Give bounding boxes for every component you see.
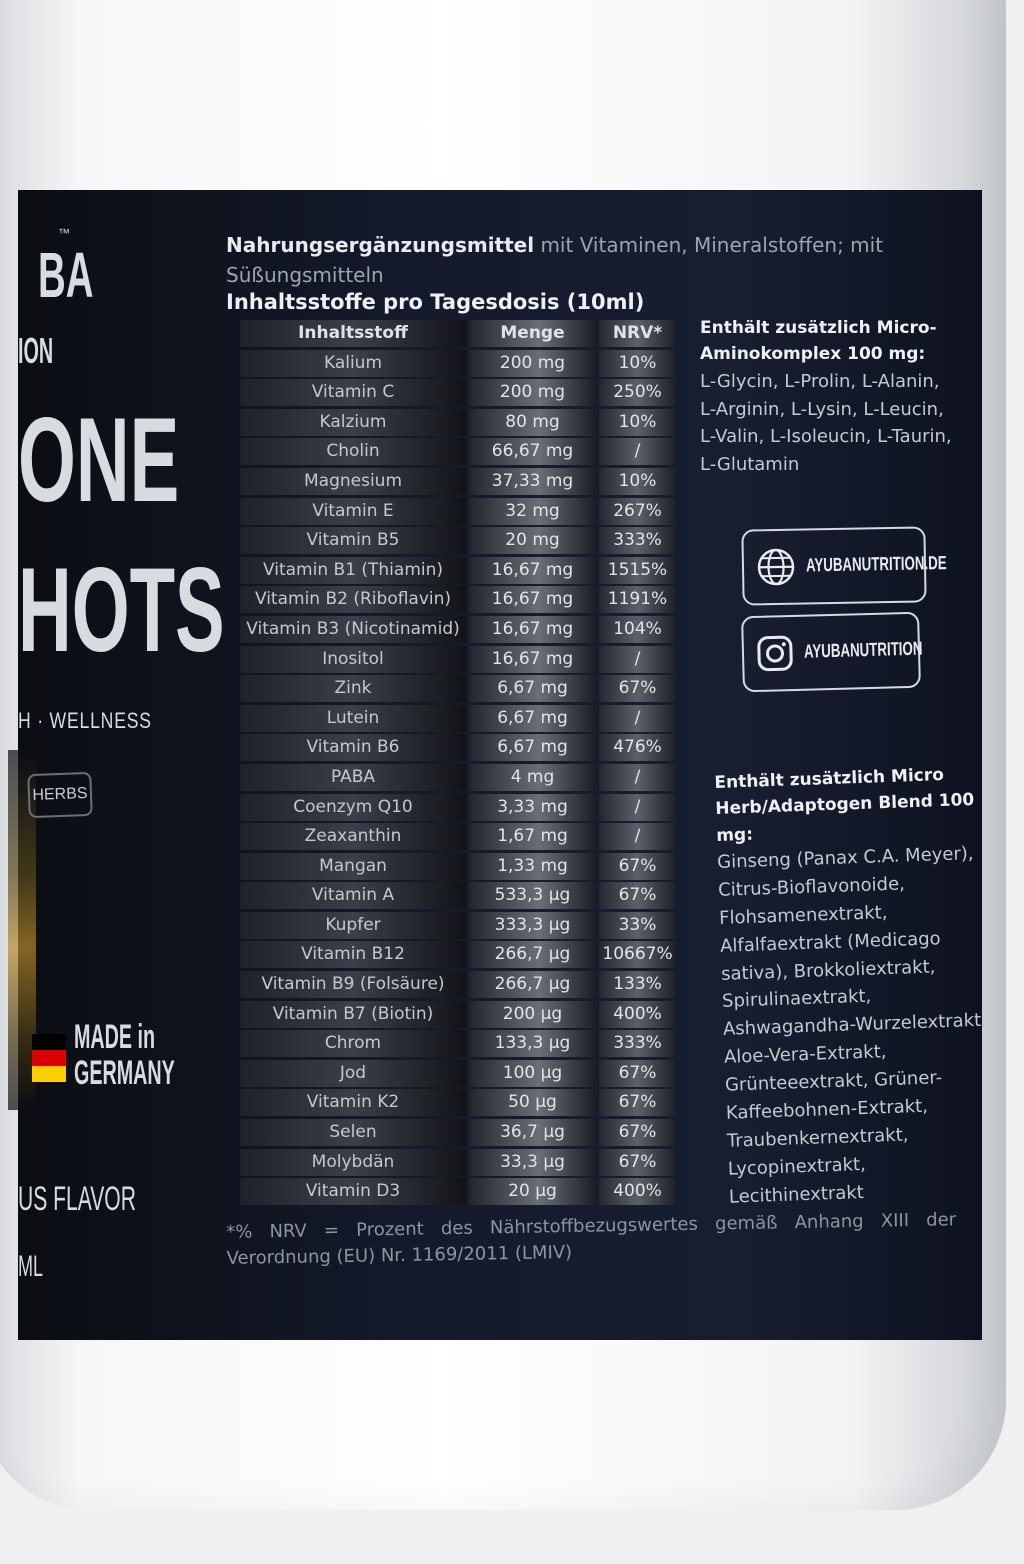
table-row bbox=[240, 350, 676, 380]
table-row bbox=[240, 1001, 676, 1031]
cell-nrv: 67% bbox=[599, 1119, 676, 1146]
website-badge bbox=[741, 526, 947, 605]
cell-amount: 33,3 µg bbox=[469, 1149, 596, 1176]
table-row bbox=[240, 409, 676, 439]
cell-amount: 200 µg bbox=[469, 1001, 596, 1028]
table-row bbox=[240, 1178, 676, 1208]
cell-nrv: 133% bbox=[599, 971, 676, 998]
table-row bbox=[240, 794, 676, 824]
cell-amount: 37,33 mg bbox=[469, 468, 596, 495]
cell-amount: 16,67 mg bbox=[469, 616, 596, 643]
cell-nrv: 250% bbox=[599, 379, 676, 406]
nrv-footnote: *% NRV = Prozent des Nährstoffbezugswertes gemäß Anhang XIII der Verordnung (EU) Nr. 1169/2011 (LMIV) bbox=[226, 1209, 957, 1270]
cell-ingredient: Kupfer bbox=[240, 912, 466, 939]
cell-ingredient: PABA bbox=[240, 764, 466, 791]
made-in-text: MADE in bbox=[74, 1018, 156, 1056]
product-label bbox=[18, 190, 988, 1340]
cell-amount: 4 mg bbox=[469, 764, 596, 791]
cell-amount: 133,3 µg bbox=[469, 1030, 596, 1057]
cell-nrv: 10667% bbox=[599, 941, 676, 968]
instagram-icon bbox=[756, 634, 795, 673]
cell-nrv: 333% bbox=[599, 527, 676, 554]
made-in-germany bbox=[74, 1020, 175, 1091]
cell-ingredient: Zeaxanthin bbox=[240, 823, 466, 850]
cell-ingredient: Vitamin B1 (Thiamin) bbox=[240, 557, 466, 584]
herbs-badge: HERBS bbox=[27, 772, 92, 818]
table-row bbox=[240, 438, 676, 468]
cell-ingredient: Magnesium bbox=[240, 468, 466, 495]
cell-amount: 3,33 mg bbox=[469, 794, 596, 821]
cell-ingredient: Molybdän bbox=[240, 1149, 466, 1176]
cell-ingredient: Kalium bbox=[240, 350, 466, 377]
cell-nrv: / bbox=[599, 438, 676, 465]
cell-amount: 200 mg bbox=[469, 350, 596, 377]
cell-ingredient: Vitamin B9 (Folsäure) bbox=[240, 971, 466, 998]
table-header-row bbox=[240, 320, 676, 350]
cell-amount: 20 µg bbox=[469, 1178, 596, 1205]
cell-nrv: 400% bbox=[599, 1178, 676, 1205]
table-row bbox=[240, 734, 676, 764]
table-row bbox=[240, 764, 676, 794]
table-row bbox=[240, 971, 676, 1001]
table-row bbox=[240, 527, 676, 557]
flavor-text: US FLAVOR bbox=[18, 1180, 136, 1218]
table-row bbox=[240, 882, 676, 912]
table-row bbox=[240, 1030, 676, 1060]
product-name-line1: ONE bbox=[18, 393, 180, 527]
cell-amount: 1,33 mg bbox=[469, 853, 596, 880]
description-rest: mit Vitaminen, Mineralstoffen; mit Süßungsmitteln bbox=[226, 233, 884, 287]
amino-complex-info bbox=[700, 315, 960, 479]
instagram-badge bbox=[741, 612, 921, 693]
flag-stripe-black bbox=[32, 1034, 66, 1050]
cell-nrv: 333% bbox=[599, 1030, 676, 1057]
table-row bbox=[240, 646, 676, 676]
table-row bbox=[240, 675, 676, 705]
table-row bbox=[240, 853, 676, 883]
cell-amount: 66,67 mg bbox=[469, 438, 596, 465]
cell-ingredient: Vitamin K2 bbox=[240, 1089, 466, 1116]
cell-amount: 6,67 mg bbox=[469, 734, 596, 761]
description-bold: Nahrungsergänzungsmittel bbox=[226, 233, 535, 257]
cell-ingredient: Vitamin E bbox=[240, 498, 466, 525]
german-flag-icon bbox=[32, 1034, 66, 1082]
cell-nrv: 1515% bbox=[599, 557, 676, 584]
dose-title: Inhaltsstoffe pro Tagesdosis (10ml) bbox=[226, 290, 645, 314]
cell-nrv: / bbox=[599, 646, 676, 673]
cell-nrv: 67% bbox=[599, 1149, 676, 1176]
table-row bbox=[240, 498, 676, 528]
cell-ingredient: Jod bbox=[240, 1060, 466, 1087]
cell-amount: 16,67 mg bbox=[469, 586, 596, 613]
cell-ingredient: Chrom bbox=[240, 1030, 466, 1057]
table-row bbox=[240, 823, 676, 853]
cell-ingredient: Vitamin B7 (Biotin) bbox=[240, 1001, 466, 1028]
cell-nrv: 67% bbox=[599, 675, 676, 702]
flag-stripe-gold bbox=[32, 1066, 66, 1082]
trademark-sign: ™ bbox=[58, 226, 70, 240]
cell-ingredient: Vitamin B6 bbox=[240, 734, 466, 761]
cell-amount: 16,67 mg bbox=[469, 646, 596, 673]
cell-nrv: 400% bbox=[599, 1001, 676, 1028]
table-row bbox=[240, 1149, 676, 1179]
cell-nrv: 267% bbox=[599, 498, 676, 525]
product-description bbox=[226, 230, 946, 290]
cell-amount: 1,67 mg bbox=[469, 823, 596, 850]
nutrition-table bbox=[240, 320, 676, 1208]
cell-amount: 16,67 mg bbox=[469, 557, 596, 584]
cell-amount: 333,3 µg bbox=[469, 912, 596, 939]
table-row bbox=[240, 705, 676, 735]
herb-text: Ginseng (Panax C.A. Meyer), Citrus-Bioflavonoide, Flohsamenextrakt, Alfalfaextrakt (Medicago sativa), Brokkoliextrakt, Spirulinaextrakt, Ashwagandha-Wurzelextrakt, Aloe-Vera-Extrakt, Grünteeextrakt, Grüner-Kaffeebohnen-Extrakt, Traubenkernextrakt, Lycopinextrakt, Lecithinextrakt bbox=[716, 843, 988, 1208]
cell-ingredient: Kalzium bbox=[240, 409, 466, 436]
cell-ingredient: Selen bbox=[240, 1119, 466, 1146]
cell-nrv: 33% bbox=[599, 912, 676, 939]
cell-amount: 200 mg bbox=[469, 379, 596, 406]
cell-ingredient: Coenzym Q10 bbox=[240, 794, 466, 821]
cell-ingredient: Vitamin D3 bbox=[240, 1178, 466, 1205]
germany-text: GERMANY bbox=[74, 1053, 175, 1092]
cell-nrv: / bbox=[599, 823, 676, 850]
table-row bbox=[240, 941, 676, 971]
cell-nrv: 10% bbox=[599, 468, 676, 495]
cell-ingredient: Mangan bbox=[240, 853, 466, 880]
table-row bbox=[240, 468, 676, 498]
cell-nrv: 67% bbox=[599, 1089, 676, 1116]
cell-nrv: / bbox=[599, 794, 676, 821]
cell-nrv: 476% bbox=[599, 734, 676, 761]
cell-amount: 100 µg bbox=[469, 1060, 596, 1087]
cell-amount: 20 mg bbox=[469, 527, 596, 554]
instagram-text: AYUBANUTRITION bbox=[803, 638, 923, 663]
table-row bbox=[240, 379, 676, 409]
amino-text: L-Glycin, L-Prolin, L-Alanin, L-Arginin, L-Lysin, L-Leucin, L-Valin, L-Isoleucin, L-Taurin, L-Glutamin bbox=[700, 370, 952, 476]
cell-nrv: 104% bbox=[599, 616, 676, 643]
cell-ingredient: Vitamin C bbox=[240, 379, 466, 406]
cell-nrv: 67% bbox=[599, 882, 676, 909]
table-row bbox=[240, 557, 676, 587]
herb-title: Enthält zusätzlich Micro Herb/Adaptogen Blend 100 mg: bbox=[714, 764, 975, 846]
cell-ingredient: Vitamin A bbox=[240, 882, 466, 909]
table-row bbox=[240, 616, 676, 646]
table-row bbox=[240, 1119, 676, 1149]
website-text: AYUBANUTRITION.DE bbox=[805, 553, 947, 577]
cell-amount: 6,67 mg bbox=[469, 675, 596, 702]
cell-amount: 266,7 µg bbox=[469, 941, 596, 968]
volume-text: ML bbox=[18, 1250, 44, 1283]
front-label-fragment bbox=[18, 190, 225, 1340]
header-ingredient: Inhaltsstoff bbox=[240, 320, 466, 347]
cell-nrv: 1191% bbox=[599, 586, 676, 613]
table-row bbox=[240, 912, 676, 942]
cell-ingredient: Lutein bbox=[240, 705, 466, 732]
header-nrv: NRV* bbox=[599, 320, 676, 347]
table-row bbox=[240, 586, 676, 616]
cell-ingredient: Zink bbox=[240, 675, 466, 702]
sub-fragment: ION bbox=[18, 330, 54, 371]
cell-amount: 50 µg bbox=[469, 1089, 596, 1116]
cell-nrv: 10% bbox=[599, 350, 676, 377]
table-row bbox=[240, 1060, 676, 1090]
cell-ingredient: Vitamin B2 (Riboflavin) bbox=[240, 586, 466, 613]
cell-nrv: 10% bbox=[599, 409, 676, 436]
cell-nrv: 67% bbox=[599, 853, 676, 880]
cell-nrv: 67% bbox=[599, 1060, 676, 1087]
brand-fragment: BA bbox=[38, 239, 94, 311]
tagline: H · WELLNESS bbox=[18, 708, 152, 733]
cell-amount: 266,7 µg bbox=[469, 971, 596, 998]
cell-ingredient: Vitamin B5 bbox=[240, 527, 466, 554]
cell-amount: 533,3 µg bbox=[469, 882, 596, 909]
table-row bbox=[240, 1089, 676, 1119]
cell-amount: 36,7 µg bbox=[469, 1119, 596, 1146]
cell-amount: 32 mg bbox=[469, 498, 596, 525]
cell-amount: 6,67 mg bbox=[469, 705, 596, 732]
product-name-line2: HOTS bbox=[18, 543, 225, 677]
cell-ingredient: Inositol bbox=[240, 646, 466, 673]
cell-ingredient: Cholin bbox=[240, 438, 466, 465]
cell-nrv: / bbox=[599, 705, 676, 732]
cell-ingredient: Vitamin B12 bbox=[240, 941, 466, 968]
globe-icon bbox=[756, 547, 797, 588]
cell-ingredient: Vitamin B3 (Nicotinamid) bbox=[240, 616, 466, 643]
cell-nrv: / bbox=[599, 764, 676, 791]
flag-stripe-red bbox=[32, 1050, 66, 1066]
amino-title: Enthält zusätzlich Micro-Aminokomplex 100 mg: bbox=[700, 318, 937, 365]
cell-amount: 80 mg bbox=[469, 409, 596, 436]
header-amount: Menge bbox=[469, 320, 596, 347]
herb-blend-info bbox=[714, 761, 999, 1212]
